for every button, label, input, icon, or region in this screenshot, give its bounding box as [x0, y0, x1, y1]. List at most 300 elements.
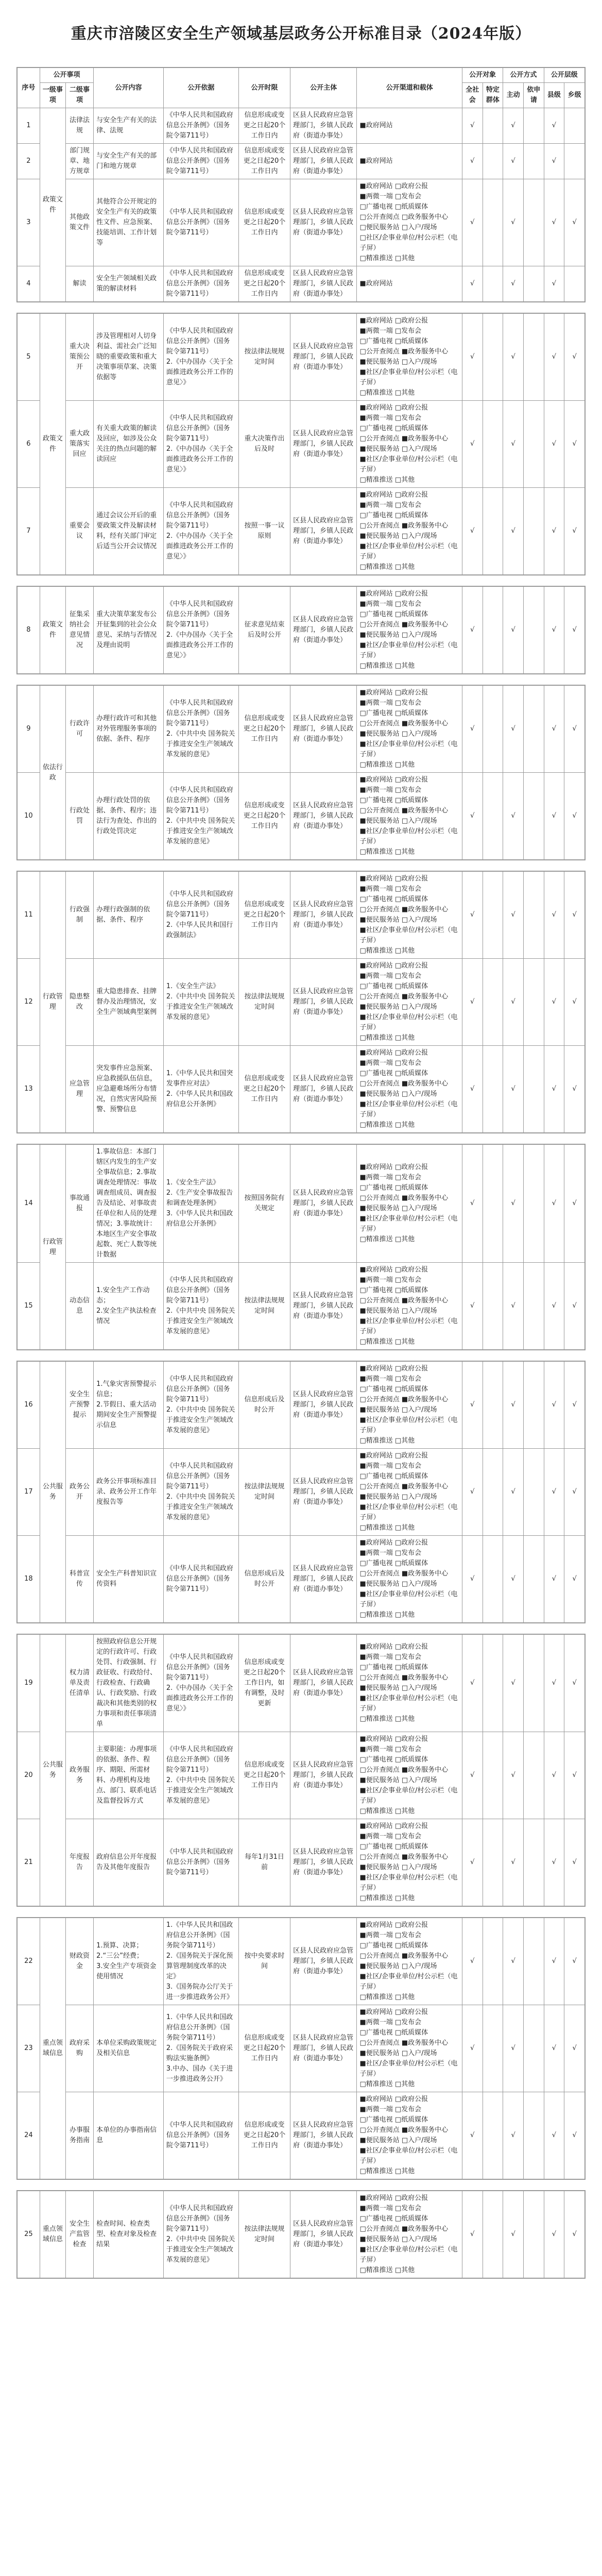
- row-mark: [523, 2191, 544, 2278]
- row-subject: 区县人民政府应急管理部门，乡镇人民政府（街道办事处）: [290, 2092, 357, 2179]
- row-content: 办理行政许可和其他对外管理服务事项的依据、条件、程序: [94, 686, 164, 773]
- row-mark: [523, 108, 544, 144]
- row-mark: [483, 1635, 503, 1732]
- row-content: 1.气象灾害预警提示信息； 2.节假日、重大活动期间安全生产预警提示信息: [94, 1362, 164, 1449]
- row-mark: √: [544, 401, 564, 488]
- row-mark: √: [503, 959, 524, 1046]
- row-mark: [523, 587, 544, 674]
- row-deadline: 按法律法规规定时间: [238, 1449, 290, 1536]
- row-basis: 《中华人民共和国政府信息公开条例》（国务院令第711号）: [163, 2092, 238, 2179]
- table-row: [18, 2005, 585, 2092]
- row-mark: [523, 1635, 544, 1732]
- row-deadline: 信息形成或变更之日起20个工作日内: [238, 179, 290, 266]
- row-level1: 公共服务: [40, 1635, 65, 1906]
- row-mark: √: [544, 266, 564, 302]
- table-row: [18, 488, 585, 575]
- row-mark: √: [462, 2005, 483, 2092]
- row-mark: √: [544, 1732, 564, 1819]
- table-row: [18, 1362, 585, 1449]
- row-level2: 行政强制: [65, 872, 93, 959]
- row-mark: √: [503, 773, 524, 860]
- catalog-sheet: [16, 685, 586, 860]
- row-mark: √: [544, 872, 564, 959]
- row-mark: [564, 108, 585, 144]
- row-mark: [483, 488, 503, 575]
- row-seq: 1: [18, 108, 40, 144]
- header-content: 公开内容: [94, 68, 164, 108]
- catalog-sheet: [16, 1917, 586, 2180]
- row-level2: 应急管理: [65, 1046, 93, 1133]
- row-basis: 《中华人民共和国政府信息公开条例》（国务院令第711号）: [163, 144, 238, 179]
- row-level2: 其他政策文件: [65, 179, 93, 266]
- row-subject: 区县人民政府应急管理部门，乡镇人民政府（街道办事处）: [290, 1819, 357, 1906]
- row-mark: √: [564, 1046, 585, 1133]
- row-mark: √: [564, 1635, 585, 1732]
- header-all-society: 全社会: [462, 83, 483, 108]
- row-level1: 公共服务: [40, 1362, 65, 1623]
- row-content: 办理行政强制的依据、条件、程序: [94, 872, 164, 959]
- row-mark: √: [503, 1918, 524, 2005]
- row-subject: 区县人民政府应急管理部门，乡镇人民政府（街道办事处）: [290, 1732, 357, 1819]
- row-mark: [483, 872, 503, 959]
- row-channel: ■政府网站 □政府公报 ■两微一端 □发布会 □广播电视 □纸质媒体 □公开查阅点 ■政务服务中心 ■便民服务站 □入户/现场 ■社区/企事业单位/村公示栏（电子屏） □精准推送 □其他: [357, 1046, 462, 1133]
- row-content: 本单位采购政策规定及相关信息: [94, 2005, 164, 2092]
- row-mark: √: [462, 1732, 483, 1819]
- row-deadline: 信息形成或变更之日起20个工作日内，如有调整，及时更新: [238, 1635, 290, 1732]
- row-mark: √: [544, 1918, 564, 2005]
- row-deadline: 信息形成或变更之日起20个工作日内: [238, 773, 290, 860]
- table-row: [18, 1635, 585, 1732]
- catalog-table: [17, 871, 585, 1133]
- header-basis: 公开依据: [163, 68, 238, 108]
- row-content: 通过会议公开后的重要政策文件及解读材料，经有关部门审定后适当公开会议情况: [94, 488, 164, 575]
- row-seq: 16: [18, 1362, 40, 1449]
- row-channel: ■政府网站: [357, 144, 462, 179]
- catalog-table: [17, 1634, 585, 1906]
- document-title: 重庆市涪陵区安全生产领域基层政务公开标准目录（2024年版）: [71, 25, 531, 43]
- row-mark: [523, 1449, 544, 1536]
- row-deadline: 信息形成或变更之日起20个工作日内: [238, 2005, 290, 2092]
- row-mark: √: [503, 401, 524, 488]
- header-level2: 二级事项: [65, 83, 93, 108]
- row-subject: 区县人民政府应急管理部门，乡镇人民政府（街道办事处）: [290, 488, 357, 575]
- row-level2: 办事服务指南: [65, 2092, 93, 2179]
- header-subject: 公开主体: [290, 68, 357, 108]
- row-content: 政务公开事项标准目录、政务公开工作年度报告等: [94, 1449, 164, 1536]
- row-subject: 区县人民政府应急管理部门，乡镇人民政府（街道办事处）: [290, 108, 357, 144]
- catalog-sheet: [16, 2190, 586, 2279]
- row-level2: 重要会议: [65, 488, 93, 575]
- row-mark: [523, 1145, 544, 1263]
- row-subject: 区县人民政府应急管理部门，乡镇人民政府（街道办事处）: [290, 1046, 357, 1133]
- row-mark: [523, 488, 544, 575]
- row-deadline: 按法律法规规定时间: [238, 2191, 290, 2278]
- row-level1: 政策文件: [40, 314, 65, 575]
- row-mark: [523, 872, 544, 959]
- row-mark: √: [544, 773, 564, 860]
- table-row: [18, 1732, 585, 1819]
- row-seq: 18: [18, 1536, 40, 1623]
- row-mark: √: [503, 2191, 524, 2278]
- row-mark: √: [544, 686, 564, 773]
- row-basis: 《中华人民共和国政府信息公开条例》（国务院令第711号）: [163, 1819, 238, 1906]
- row-level2: 重大政策落实回应: [65, 401, 93, 488]
- header-deadline: 公开时限: [238, 68, 290, 108]
- row-deadline: 信息形成或变更之日起20个工作日内: [238, 144, 290, 179]
- row-deadline: 信息形成或变更之日起20个工作日内: [238, 686, 290, 773]
- row-basis: 《中华人民共和国政府信息公开条例》（国务院令第711号）: [163, 266, 238, 302]
- row-mark: [483, 144, 503, 179]
- row-mark: √: [564, 2005, 585, 2092]
- row-mark: [564, 144, 585, 179]
- row-level1: 行政管理: [40, 872, 65, 1133]
- row-mark: √: [544, 1449, 564, 1536]
- row-channel: ■政府网站 □政府公报 ■两微一端 □发布会 □广播电视 □纸质媒体 □公开查阅点 ■政务服务中心 ■便民服务站 □入户/现场 ■社区/企事业单位/村公示栏（电子屏） □精准推送 □其他: [357, 2092, 462, 2179]
- row-mark: [523, 959, 544, 1046]
- row-mark: [483, 314, 503, 401]
- row-seq: 14: [18, 1145, 40, 1263]
- table-row: [18, 872, 585, 959]
- header-active: 主动: [503, 83, 524, 108]
- row-channel: ■政府网站 □政府公报 ■两微一端 □发布会 □广播电视 □纸质媒体 □公开查阅点 ■政务服务中心 ■便民服务站 □入户/现场 ■社区/企事业单位/村公示栏（电子屏） □精准推送 □其他: [357, 1918, 462, 2005]
- row-channel: ■政府网站 □政府公报 ■两微一端 □发布会 □广播电视 □纸质媒体 □公开查阅点 ■政务服务中心 ■便民服务站 □入户/现场 ■社区/企事业单位/村公示栏（电子屏） □精准推送 □其他: [357, 1449, 462, 1536]
- row-seq: 12: [18, 959, 40, 1046]
- row-seq: 17: [18, 1449, 40, 1536]
- row-content: 重大决策草案发布公开征集到的社会公众意见、采纳与否情况及理由说明: [94, 587, 164, 674]
- catalog-table: [17, 1144, 585, 1350]
- row-mark: √: [462, 2191, 483, 2278]
- header-apply: 依申请: [523, 83, 544, 108]
- row-mark: [483, 1046, 503, 1133]
- table-row: [18, 266, 585, 302]
- row-level2: 科普宣传: [65, 1536, 93, 1623]
- row-mark: [523, 1046, 544, 1133]
- row-channel: ■政府网站 □政府公报 ■两微一端 □发布会 □广播电视 □纸质媒体 □公开查阅点 ■政务服务中心 ■便民服务站 □入户/现场 ■社区/企事业单位/村公示栏（电子屏） □精准推送 □其他: [357, 1362, 462, 1449]
- row-level2: 行政处罚: [65, 773, 93, 860]
- row-level2: 法律法规: [65, 108, 93, 144]
- row-mark: √: [564, 686, 585, 773]
- row-mark: √: [462, 872, 483, 959]
- row-mark: √: [544, 2191, 564, 2278]
- row-basis: 《中华人民共和国政府信息公开条例》（国务院令第711号） 2.《中共中央 国务院关于推进安全生产领域改革发展的意见》: [163, 1362, 238, 1449]
- row-subject: 区县人民政府应急管理部门，乡镇人民政府（街道办事处）: [290, 1536, 357, 1623]
- row-mark: √: [462, 587, 483, 674]
- row-mark: √: [462, 488, 483, 575]
- row-mark: √: [544, 2092, 564, 2179]
- row-content: 安全生产领域相关政策的解读材料: [94, 266, 164, 302]
- row-content: 与安全生产有关的部门和地方规章: [94, 144, 164, 179]
- row-mark: √: [462, 1046, 483, 1133]
- row-content: 有关重大政策的解读及回应，如涉及公众关注的热点问题的解读回应: [94, 401, 164, 488]
- row-deadline: 信息形成或变更之日起20个工作日内: [238, 872, 290, 959]
- row-mark: [483, 1732, 503, 1819]
- row-mark: [483, 686, 503, 773]
- row-deadline: 重大决策作出后及时: [238, 401, 290, 488]
- row-subject: 区县人民政府应急管理部门，乡镇人民政府（街道办事处）: [290, 2191, 357, 2278]
- table-row: [18, 587, 585, 674]
- row-level1: 政策文件: [40, 587, 65, 674]
- row-basis: 《中华人民共和国政府信息公开条例》（国务院令第711号）: [163, 179, 238, 266]
- row-subject: 区县人民政府应急管理部门，乡镇人民政府（街道办事处）: [290, 1263, 357, 1350]
- row-mark: √: [564, 1732, 585, 1819]
- row-mark: [483, 773, 503, 860]
- row-channel: ■政府网站 □政府公报 ■两微一端 □发布会 □广播电视 □纸质媒体 □公开查阅点 ■政务服务中心 ■便民服务站 □入户/现场 ■社区/企事业单位/村公示栏（电子屏） □精准推送 □其他: [357, 587, 462, 674]
- row-seq: 6: [18, 401, 40, 488]
- row-subject: 区县人民政府应急管理部门，乡镇人民政府（街道办事处）: [290, 401, 357, 488]
- row-content: 1.安全生产工作动态； 2.安全生产执法检查情况: [94, 1263, 164, 1350]
- row-content: 涉及管理相对人切身利益、需社会广泛知晓的重要政策和重大决策事项草案、决策依据等: [94, 314, 164, 401]
- row-mark: √: [564, 1536, 585, 1623]
- row-basis: 《中华人民共和国政府信息公开条例》（国务院令第711号） 2.《中共中央 国务院关于推进安全生产领域改革发展的意见》: [163, 1263, 238, 1350]
- row-deadline: 按法律法规规定时间: [238, 1263, 290, 1350]
- row-deadline: 每年1月31日前: [238, 1819, 290, 1906]
- row-deadline: 信息形成或变更之日起20个工作日内: [238, 1046, 290, 1133]
- table-row: [18, 314, 585, 401]
- catalog-sheet: [16, 871, 586, 1133]
- row-deadline: 按照一事一议原则: [238, 488, 290, 575]
- table-row: [18, 2191, 585, 2278]
- row-deadline: 征求意见结束后及时公开: [238, 587, 290, 674]
- row-subject: 区县人民政府应急管理部门，乡镇人民政府（街道办事处）: [290, 1635, 357, 1732]
- row-channel: ■政府网站 □政府公报 ■两微一端 □发布会 □广播电视 □纸质媒体 □公开查阅点 ■政务服务中心 ■便民服务站 □入户/现场 ■社区/企事业单位/村公示栏（电子屏） □精准推送 □其他: [357, 314, 462, 401]
- row-mark: √: [564, 2092, 585, 2179]
- catalog-sheet: [16, 586, 586, 674]
- row-channel: ■政府网站 □政府公报 ■两微一端 □发布会 □广播电视 □纸质媒体 □公开查阅点 ■政务服务中心 ■便民服务站 □入户/现场 ■社区/企事业单位/村公示栏（电子屏） □精准推送 □其他: [357, 2005, 462, 2092]
- row-mark: √: [564, 179, 585, 266]
- row-level2: 动态信息: [65, 1263, 93, 1350]
- row-level1: 重点领域信息: [40, 1918, 65, 2179]
- row-mark: √: [544, 1145, 564, 1263]
- row-mark: √: [462, 773, 483, 860]
- table-row: [18, 1918, 585, 2005]
- row-mark: √: [462, 1449, 483, 1536]
- row-level1: 依法行政: [40, 686, 65, 860]
- row-mark: [523, 401, 544, 488]
- row-channel: ■政府网站 □政府公报 ■两微一端 □发布会 □广播电视 □纸质媒体 □公开查阅点 ■政务服务中心 ■便民服务站 □入户/现场 ■社区/企事业单位/村公示栏（电子屏） □精准推送 □其他: [357, 401, 462, 488]
- row-seq: 9: [18, 686, 40, 773]
- row-channel: ■政府网站 □政府公报 ■两微一端 □发布会 □广播电视 □纸质媒体 □公开查阅点 ■政务服务中心 ■便民服务站 □入户/现场 ■社区/企事业单位/村公示栏（电子屏） □精准推送 □其他: [357, 1145, 462, 1263]
- table-row: [18, 108, 585, 144]
- row-content: 按照政府信息公开规定的行政许可、行政处罚、行政强制、行政征收、行政给付、行政检查、行政确认、行政奖励、行政裁决和其他类别的权力事项和责任事项清单: [94, 1635, 164, 1732]
- row-mark: [523, 314, 544, 401]
- row-basis: 《中华人民共和国政府信息公开条例》（国务院令第711号） 2.《中办国办〈关于全面推进政务公开工作的意见〉》: [163, 1635, 238, 1732]
- row-mark: √: [564, 959, 585, 1046]
- row-mark: √: [462, 314, 483, 401]
- row-subject: 区县人民政府应急管理部门，乡镇人民政府（街道办事处）: [290, 773, 357, 860]
- catalog-sheet: [16, 1634, 586, 1907]
- row-basis: 《中华人民共和国政府信息公开条例》（国务院令第711号）: [163, 1536, 238, 1623]
- row-level2: 权力清单及责任清单: [65, 1635, 93, 1732]
- row-mark: √: [503, 314, 524, 401]
- row-mark: √: [564, 872, 585, 959]
- row-channel: ■政府网站 □政府公报 ■两微一端 □发布会 □广播电视 □纸质媒体 □公开查阅点 ■政务服务中心 ■便民服务站 □入户/现场 ■社区/企事业单位/村公示栏（电子屏） □精准推送 □其他: [357, 1732, 462, 1819]
- row-mark: [523, 2092, 544, 2179]
- row-mark: [523, 1819, 544, 1906]
- row-seq: 11: [18, 872, 40, 959]
- row-content: 1.事故信息：本部门辖区内发生的生产安全事故信息；2.事故调查处理情况：事故调查组成员、调查报告及结论、对事故责任单位和人员的处理情况；3.事故统计：本地区生产安全事故起数、死亡人数等统计数据: [94, 1145, 164, 1263]
- row-subject: 区县人民政府应急管理部门，乡镇人民政府（街道办事处）: [290, 1918, 357, 2005]
- row-mark: [483, 1819, 503, 1906]
- row-basis: 《中华人民共和国政府信息公开条例》（国务院令第711号） 2.《中共中央 国务院关于推进安全生产领域改革发展的意见》: [163, 1732, 238, 1819]
- row-seq: 8: [18, 587, 40, 674]
- row-mark: √: [503, 144, 524, 179]
- catalog-table: [17, 1361, 585, 1623]
- row-mark: √: [564, 1362, 585, 1449]
- row-mark: √: [564, 773, 585, 860]
- row-subject: 区县人民政府应急管理部门，乡镇人民政府（街道办事处）: [290, 179, 357, 266]
- row-mark: [523, 1536, 544, 1623]
- row-mark: √: [462, 1819, 483, 1906]
- row-level1: 重点领域信息: [40, 2191, 65, 2278]
- row-content: 其他符合公开规定的安全生产有关的政策性文件、应急预案、技能培训、工作计划等: [94, 179, 164, 266]
- row-seq: 24: [18, 2092, 40, 2179]
- row-level2: 征集采纳社会意见情况: [65, 587, 93, 674]
- row-mark: [523, 144, 544, 179]
- row-level2: 部门规章、地方规章: [65, 144, 93, 179]
- table-row: [18, 959, 585, 1046]
- row-level2: 政务公开: [65, 1449, 93, 1536]
- row-mark: √: [503, 1046, 524, 1133]
- header-level: 公开层级: [544, 68, 584, 83]
- row-level2: 事故通报: [65, 1145, 93, 1263]
- row-basis: 1.《中华人民共和国政府信息公开条例》（国务院令第711号） 2.《国务院关于政府采购法实施条例》 3.中办、国办《关于进一步推进政务公开》: [163, 2005, 238, 2092]
- row-level2: 安全生产预警提示: [65, 1362, 93, 1449]
- table-row: [18, 179, 585, 266]
- row-basis: 《中华人民共和国政府信息公开条例》（国务院令第711号） 2.《中办国办〈关于全面推进政务公开工作的意见〉》: [163, 401, 238, 488]
- row-mark: [523, 773, 544, 860]
- row-seq: 23: [18, 2005, 40, 2092]
- row-mark: √: [503, 179, 524, 266]
- row-level2: 隐患整改: [65, 959, 93, 1046]
- row-mark: [483, 401, 503, 488]
- header-method: 公开方式: [503, 68, 544, 83]
- row-mark: √: [462, 686, 483, 773]
- row-channel: ■政府网站: [357, 266, 462, 302]
- row-level2: 政务服务: [65, 1732, 93, 1819]
- table-row: [18, 686, 585, 773]
- row-mark: √: [462, 108, 483, 144]
- row-channel: ■政府网站 □政府公报 ■两微一端 □发布会 □广播电视 □纸质媒体 □公开查阅点 ■政务服务中心 ■便民服务站 □入户/现场 ■社区/企事业单位/村公示栏（电子屏） □精准推送 □其他: [357, 2191, 462, 2278]
- row-mark: √: [544, 179, 564, 266]
- row-mark: √: [564, 587, 585, 674]
- row-subject: 区县人民政府应急管理部门，乡镇人民政府（街道办事处）: [290, 1145, 357, 1263]
- row-mark: √: [564, 1449, 585, 1536]
- row-mark: [483, 587, 503, 674]
- row-level2: 政府采购: [65, 2005, 93, 2092]
- row-mark: √: [462, 959, 483, 1046]
- row-mark: [523, 1732, 544, 1819]
- row-level1: 行政管理: [40, 1145, 65, 1350]
- row-mark: [483, 2092, 503, 2179]
- table-row: [18, 1536, 585, 1623]
- row-mark: √: [503, 488, 524, 575]
- row-mark: √: [503, 2092, 524, 2179]
- row-seq: 19: [18, 1635, 40, 1732]
- table-row: [18, 1145, 585, 1263]
- row-mark: √: [503, 872, 524, 959]
- row-mark: √: [564, 1145, 585, 1263]
- row-mark: √: [503, 1635, 524, 1732]
- row-content: 重大隐患排查、挂牌督办及治理情况，安全生产领域典型案例: [94, 959, 164, 1046]
- row-mark: √: [462, 401, 483, 488]
- row-mark: √: [544, 1046, 564, 1133]
- catalog-sheet: [16, 1144, 586, 1350]
- catalog-table: [17, 586, 585, 674]
- row-basis: 《中华人民共和国政府信息公开条例》（国务院令第711号） 2.《中共中央 国务院关于推进安全生产领域改革发展的意见》: [163, 2191, 238, 2278]
- row-content: 办理行政处罚的依据、条件、程序；违法行为查处、作出的行政处罚决定: [94, 773, 164, 860]
- row-mark: [483, 1449, 503, 1536]
- row-basis: 1.《安全生产法》 2.《中共中央 国务院关于推进安全生产领域改革发展的意见》: [163, 959, 238, 1046]
- row-level2: 年度报告: [65, 1819, 93, 1906]
- row-seq: 22: [18, 1918, 40, 2005]
- row-seq: 5: [18, 314, 40, 401]
- row-mark: √: [462, 1918, 483, 2005]
- row-mark: [523, 2005, 544, 2092]
- row-mark: √: [503, 2005, 524, 2092]
- catalog-table: [17, 685, 585, 860]
- row-mark: √: [503, 1449, 524, 1536]
- header-specific-group: 特定群体: [483, 83, 503, 108]
- row-mark: √: [564, 1263, 585, 1350]
- table-row: [18, 401, 585, 488]
- row-mark: √: [462, 1536, 483, 1623]
- row-content: 检查时间、检查类型、检查对象及检查结果: [94, 2191, 164, 2278]
- row-subject: 区县人民政府应急管理部门，乡镇人民政府（街道办事处）: [290, 872, 357, 959]
- row-basis: 《中华人民共和国政府信息公开条例》（国务院令第711号） 2.《中办国办〈关于全面推进政务公开工作的意见〉》: [163, 587, 238, 674]
- row-mark: √: [544, 1819, 564, 1906]
- row-mark: √: [462, 2092, 483, 2179]
- table-row: [18, 1046, 585, 1133]
- row-mark: √: [462, 179, 483, 266]
- row-level2: 安全生产监管检查: [65, 2191, 93, 2278]
- table-row: [18, 2092, 585, 2179]
- row-deadline: 信息形成后及时公开: [238, 1362, 290, 1449]
- row-mark: √: [564, 401, 585, 488]
- row-mark: √: [564, 488, 585, 575]
- row-mark: √: [503, 1145, 524, 1263]
- row-content: 突发事件应急预案、应急救援队伍信息，应急避难场所分布情况，自然灾害风险预警、预警信息: [94, 1046, 164, 1133]
- row-subject: 区县人民政府应急管理部门，乡镇人民政府（街道办事处）: [290, 266, 357, 302]
- row-mark: √: [544, 314, 564, 401]
- row-mark: [523, 1362, 544, 1449]
- row-deadline: 按中央要求时间: [238, 1918, 290, 2005]
- row-basis: 1.《中华人民共和国突发事件应对法》 2.《中华人民共和国政府信息公开条例》: [163, 1046, 238, 1133]
- row-deadline: 按法律法规规定时间: [238, 959, 290, 1046]
- row-seq: 7: [18, 488, 40, 575]
- row-mark: √: [503, 587, 524, 674]
- table-row: [18, 1449, 585, 1536]
- header-target: 公开对象: [462, 68, 503, 83]
- row-mark: √: [462, 1263, 483, 1350]
- row-subject: 区县人民政府应急管理部门，乡镇人民政府（街道办事处）: [290, 1362, 357, 1449]
- row-subject: 区县人民政府应急管理部门，乡镇人民政府（街道办事处）: [290, 314, 357, 401]
- row-subject: 区县人民政府应急管理部门，乡镇人民政府（街道办事处）: [290, 959, 357, 1046]
- row-subject: 区县人民政府应急管理部门，乡镇人民政府（街道办事处）: [290, 2005, 357, 2092]
- row-mark: [523, 1263, 544, 1350]
- row-mark: √: [544, 488, 564, 575]
- header-matter: 公开事项: [40, 68, 93, 83]
- row-seq: 21: [18, 1819, 40, 1906]
- row-mark: √: [503, 266, 524, 302]
- row-content: 本单位的办事指南信息: [94, 2092, 164, 2179]
- row-mark: [523, 686, 544, 773]
- row-seq: 13: [18, 1046, 40, 1133]
- header-level1: 一级事项: [40, 83, 65, 108]
- row-channel: ■政府网站 □政府公报 ■两微一端 □发布会 □广播电视 □纸质媒体 □公开查阅点 ■政务服务中心 ■便民服务站 □入户/现场 ■社区/企事业单位/村公示栏（电子屏） □精准推送 □其他: [357, 686, 462, 773]
- row-basis: 《中华人民共和国政府信息公开条例》（国务院令第711号）: [163, 108, 238, 144]
- header-channel: 公开渠道和载体: [357, 68, 462, 108]
- row-mark: √: [544, 1635, 564, 1732]
